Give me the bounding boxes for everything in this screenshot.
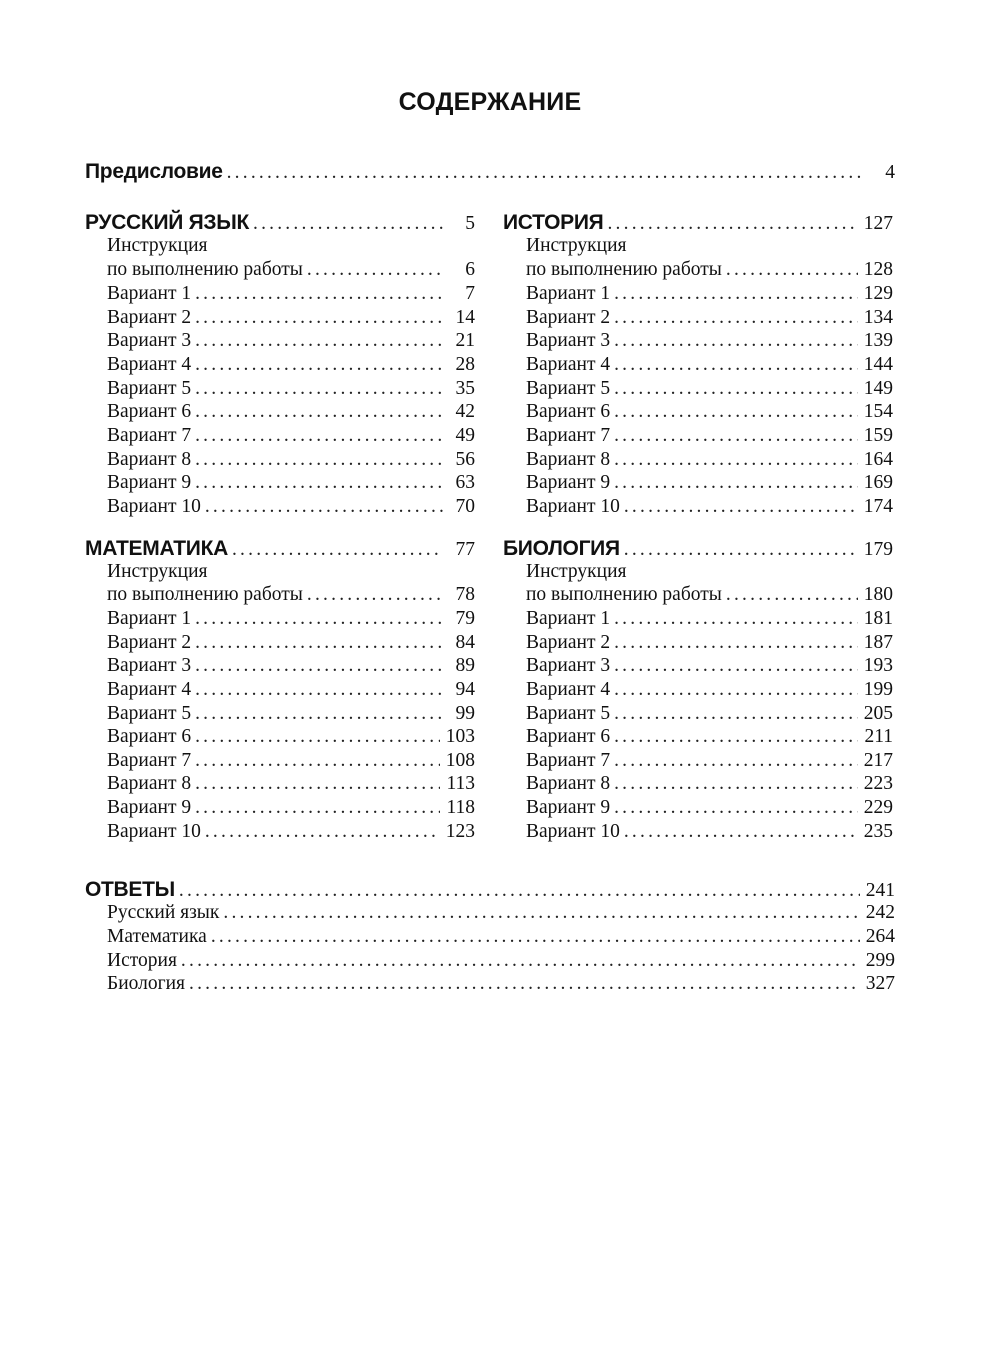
- toc-instruction-math[interactable]: [107, 584, 475, 608]
- toc-page-number: 103: [445, 726, 475, 747]
- toc-label: Русский язык: [107, 902, 220, 923]
- toc-page-number: 42: [455, 401, 475, 422]
- toc-page-number: 118: [446, 797, 475, 818]
- toc-page-number: 205: [863, 703, 893, 724]
- toc-label: Вариант 2: [526, 307, 611, 328]
- dot-leader: [195, 632, 443, 654]
- toc-variant[interactable]: [526, 726, 893, 750]
- section-title: БИОЛОГИЯ: [503, 537, 620, 560]
- dot-leader: [624, 496, 858, 518]
- dot-leader: [726, 584, 858, 606]
- toc-variant[interactable]: [107, 425, 475, 449]
- toc-page-number: 28: [455, 354, 475, 375]
- toc-variant[interactable]: [526, 496, 893, 520]
- instruction-line1: Инструкция: [526, 561, 627, 582]
- toc-page-number: 6: [465, 259, 475, 280]
- dot-leader: [195, 655, 443, 677]
- toc-page-number: 229: [863, 797, 893, 818]
- toc-variant[interactable]: [107, 608, 475, 632]
- dot-leader: [614, 283, 858, 305]
- dot-leader: [614, 679, 858, 701]
- toc-page-number: 123: [445, 821, 475, 842]
- toc-answers-item[interactable]: [107, 950, 895, 974]
- toc-page-number: 181: [863, 608, 893, 629]
- toc-variant[interactable]: [526, 378, 893, 402]
- toc-label: Вариант 10: [526, 496, 620, 517]
- dot-leader: [614, 726, 858, 748]
- toc-instruction-biology[interactable]: [526, 584, 893, 608]
- toc-variant[interactable]: [526, 632, 893, 656]
- dot-leader: [614, 632, 858, 654]
- toc-variant[interactable]: [526, 354, 893, 378]
- toc-label: Вариант 5: [107, 703, 192, 724]
- dot-leader: [195, 726, 440, 748]
- dot-leader: [614, 449, 858, 471]
- section-title: ИСТОРИЯ: [503, 211, 604, 234]
- toc-page-number: 144: [863, 354, 893, 375]
- toc-variant[interactable]: [526, 655, 893, 679]
- dot-leader: [614, 307, 858, 329]
- dot-leader: [181, 950, 860, 972]
- section-title: РУССКИЙ ЯЗЫК: [85, 211, 249, 234]
- dot-leader: [205, 496, 443, 518]
- toc-page-number: 77: [455, 539, 475, 560]
- toc-section-russian[interactable]: [85, 211, 475, 235]
- toc-variant[interactable]: [107, 354, 475, 378]
- toc-label: Вариант 6: [526, 726, 611, 747]
- toc-label: Вариант 8: [107, 449, 192, 470]
- toc-answers-item[interactable]: [107, 902, 895, 926]
- toc-label: Вариант 5: [526, 378, 611, 399]
- toc-label: Вариант 6: [526, 401, 611, 422]
- instruction-line1: Инструкция: [107, 561, 208, 582]
- page-title: СОДЕРЖАНИЕ: [398, 88, 582, 116]
- dot-leader: [223, 902, 859, 924]
- dot-leader: [614, 354, 858, 376]
- toc-page-number: 242: [865, 902, 895, 923]
- toc-variant[interactable]: [107, 703, 475, 727]
- toc-variant[interactable]: [107, 401, 475, 425]
- toc-page-number: 199: [863, 679, 893, 700]
- dot-leader: [195, 330, 443, 352]
- dot-leader: [195, 679, 443, 701]
- toc-label: Вариант 1: [526, 283, 611, 304]
- toc-page-number: 129: [863, 283, 893, 304]
- dot-leader: [726, 259, 858, 281]
- toc-instruction-russian[interactable]: [107, 259, 475, 283]
- toc-label: по выполнению работы: [526, 584, 722, 605]
- dot-leader: [614, 608, 858, 630]
- toc-page-number: 63: [455, 472, 475, 493]
- toc-label: Вариант 7: [107, 425, 192, 446]
- toc-variant[interactable]: [107, 378, 475, 402]
- toc-label: Вариант 6: [107, 726, 192, 747]
- toc-variant[interactable]: [526, 797, 893, 821]
- toc-page-number: 84: [455, 632, 475, 653]
- dot-leader: [195, 750, 440, 772]
- toc-label: Биология: [107, 973, 186, 994]
- instruction-line1: Инструкция: [526, 235, 627, 256]
- toc-variant[interactable]: [526, 449, 893, 473]
- toc-label: Вариант 2: [107, 632, 192, 653]
- toc-variant[interactable]: [526, 608, 893, 632]
- toc-section-history[interactable]: [503, 211, 893, 235]
- toc-variant[interactable]: [107, 655, 475, 679]
- toc-variant[interactable]: [526, 330, 893, 354]
- dot-leader: [307, 259, 443, 281]
- toc-label: Вариант 8: [526, 773, 611, 794]
- toc-label: Вариант 4: [107, 679, 192, 700]
- dot-leader: [614, 655, 858, 677]
- dot-leader: [195, 449, 443, 471]
- toc-page-number: 94: [455, 679, 475, 700]
- toc-page-number: 7: [465, 283, 475, 304]
- toc-label: Вариант 8: [107, 773, 192, 794]
- toc-variant[interactable]: [526, 401, 893, 425]
- dot-leader: [195, 773, 440, 795]
- toc-label: Вариант 3: [107, 655, 192, 676]
- toc-page-number: 78: [455, 584, 475, 605]
- toc-label: по выполнению работы: [107, 584, 303, 605]
- toc-page-number: 49: [455, 425, 475, 446]
- toc-section-math[interactable]: [85, 537, 475, 561]
- toc-page-number: 127: [863, 213, 893, 234]
- toc-variant[interactable]: [107, 679, 475, 703]
- toc-variant[interactable]: [107, 773, 475, 797]
- dot-leader: [195, 472, 443, 494]
- dot-leader: [614, 797, 858, 819]
- toc-variant[interactable]: [526, 703, 893, 727]
- toc-section-biology[interactable]: [503, 537, 893, 561]
- dot-leader: [607, 213, 857, 235]
- toc-page-number: 35: [455, 378, 475, 399]
- dot-leader: [227, 162, 863, 184]
- toc-label: Вариант 1: [526, 608, 611, 629]
- toc-label: Вариант 1: [107, 283, 192, 304]
- toc-page-number: 139: [863, 330, 893, 351]
- toc-page-number: 108: [445, 750, 475, 771]
- toc-label: Вариант 9: [526, 797, 611, 818]
- dot-leader: [624, 821, 858, 843]
- toc-label: Вариант 4: [526, 354, 611, 375]
- dot-leader: [307, 584, 443, 606]
- toc-label: Вариант 2: [107, 307, 192, 328]
- toc-answers-item[interactable]: [107, 926, 895, 950]
- toc-page-number: 113: [446, 773, 475, 794]
- dot-leader: [232, 539, 443, 561]
- toc-page-number: 70: [455, 496, 475, 517]
- toc-variant[interactable]: [107, 449, 475, 473]
- toc-label: Вариант 4: [107, 354, 192, 375]
- toc-variant[interactable]: [526, 425, 893, 449]
- toc-variant[interactable]: [526, 283, 893, 307]
- toc-variant[interactable]: [107, 726, 475, 750]
- toc-section-answers[interactable]: [85, 878, 895, 902]
- toc-label: Вариант 4: [526, 679, 611, 700]
- dot-leader: [189, 973, 860, 995]
- toc-page-number: 327: [865, 973, 895, 994]
- toc-variant[interactable]: [526, 679, 893, 703]
- section-title: МАТЕМАТИКА: [85, 537, 228, 560]
- toc-variant[interactable]: [107, 330, 475, 354]
- dot-leader: [195, 797, 440, 819]
- toc-variant[interactable]: [107, 821, 475, 845]
- toc-page-number: 21: [455, 330, 475, 351]
- toc-page-number: 187: [863, 632, 893, 653]
- toc-label: Вариант 7: [107, 750, 192, 771]
- toc-label: История: [107, 950, 177, 971]
- toc-page-number: 154: [863, 401, 893, 422]
- toc-page-number: 4: [885, 162, 895, 183]
- dot-leader: [195, 425, 443, 447]
- dot-leader: [195, 703, 443, 725]
- toc-variant[interactable]: [526, 773, 893, 797]
- dot-leader: [195, 307, 443, 329]
- toc-page-number: 299: [865, 950, 895, 971]
- toc-label: Вариант 7: [526, 750, 611, 771]
- toc-variant[interactable]: [107, 750, 475, 774]
- dot-leader: [614, 378, 858, 400]
- toc-page-number: 149: [863, 378, 893, 399]
- toc-page-number: 159: [863, 425, 893, 446]
- toc-page-number: 264: [865, 926, 895, 947]
- toc-variant[interactable]: [107, 283, 475, 307]
- toc-page-number: 14: [455, 307, 475, 328]
- toc-page-number: 5: [465, 213, 475, 234]
- toc-variant[interactable]: [107, 307, 475, 331]
- toc-page-number: 56: [455, 449, 475, 470]
- toc-variant[interactable]: [107, 496, 475, 520]
- section-title: ОТВЕТЫ: [85, 878, 175, 901]
- toc-variant[interactable]: [526, 307, 893, 331]
- toc-page-number: 128: [863, 259, 893, 280]
- toc-variant[interactable]: [526, 821, 893, 845]
- dot-leader: [614, 425, 858, 447]
- toc-instruction-history[interactable]: [526, 259, 893, 283]
- toc-answers-item[interactable]: [107, 973, 895, 997]
- toc-page-number: 211: [864, 726, 893, 747]
- dot-leader: [195, 378, 443, 400]
- dot-leader: [624, 539, 858, 561]
- toc-variant[interactable]: [526, 472, 893, 496]
- toc-page-number: 223: [863, 773, 893, 794]
- dot-leader: [195, 401, 443, 423]
- toc-page-number: 169: [863, 472, 893, 493]
- toc-label: по выполнению работы: [107, 259, 303, 280]
- toc-page-number: 180: [863, 584, 893, 605]
- toc-label: Вариант 9: [107, 797, 192, 818]
- instruction-line1: Инструкция: [107, 235, 208, 256]
- toc-label: Вариант 10: [526, 821, 620, 842]
- toc-label: Вариант 2: [526, 632, 611, 653]
- dot-leader: [179, 880, 860, 902]
- toc-page-number: 79: [455, 608, 475, 629]
- dot-leader: [614, 750, 858, 772]
- toc-page-number: 193: [863, 655, 893, 676]
- toc-preface[interactable]: [85, 160, 895, 184]
- toc-label: Вариант 3: [107, 330, 192, 351]
- dot-leader: [614, 773, 858, 795]
- toc-label: Вариант 1: [107, 608, 192, 629]
- dot-leader: [195, 283, 443, 305]
- dot-leader: [195, 608, 443, 630]
- toc-variant[interactable]: [107, 472, 475, 496]
- toc-label: Математика: [107, 926, 207, 947]
- toc-page-number: 134: [863, 307, 893, 328]
- toc-variant[interactable]: [107, 797, 475, 821]
- toc-page-number: 89: [455, 655, 475, 676]
- dot-leader: [253, 213, 443, 235]
- toc-page-number: 241: [865, 880, 895, 901]
- dot-leader: [195, 354, 443, 376]
- toc-label: Вариант 10: [107, 496, 201, 517]
- dot-leader: [614, 330, 858, 352]
- dot-leader: [614, 401, 858, 423]
- toc-variant[interactable]: [107, 632, 475, 656]
- toc-label: Вариант 3: [526, 655, 611, 676]
- toc-label: Вариант 6: [107, 401, 192, 422]
- toc-variant[interactable]: [526, 750, 893, 774]
- dot-leader: [205, 821, 440, 843]
- dot-leader: [211, 926, 860, 948]
- toc-page-number: 99: [455, 703, 475, 724]
- toc-label: Вариант 3: [526, 330, 611, 351]
- toc-label: по выполнению работы: [526, 259, 722, 280]
- toc-label: Вариант 7: [526, 425, 611, 446]
- toc-page-number: 164: [863, 449, 893, 470]
- toc-label: Вариант 10: [107, 821, 201, 842]
- toc-label: Вариант 8: [526, 449, 611, 470]
- toc-page-number: 235: [863, 821, 893, 842]
- toc-page-number: 174: [863, 496, 893, 517]
- toc-label: Вариант 9: [526, 472, 611, 493]
- dot-leader: [614, 703, 858, 725]
- toc-label: Предисловие: [85, 160, 223, 183]
- dot-leader: [614, 472, 858, 494]
- toc-page-number: 217: [863, 750, 893, 771]
- toc-page-number: 179: [863, 539, 893, 560]
- toc-label: Вариант 5: [526, 703, 611, 724]
- toc-label: Вариант 9: [107, 472, 192, 493]
- toc-label: Вариант 5: [107, 378, 192, 399]
